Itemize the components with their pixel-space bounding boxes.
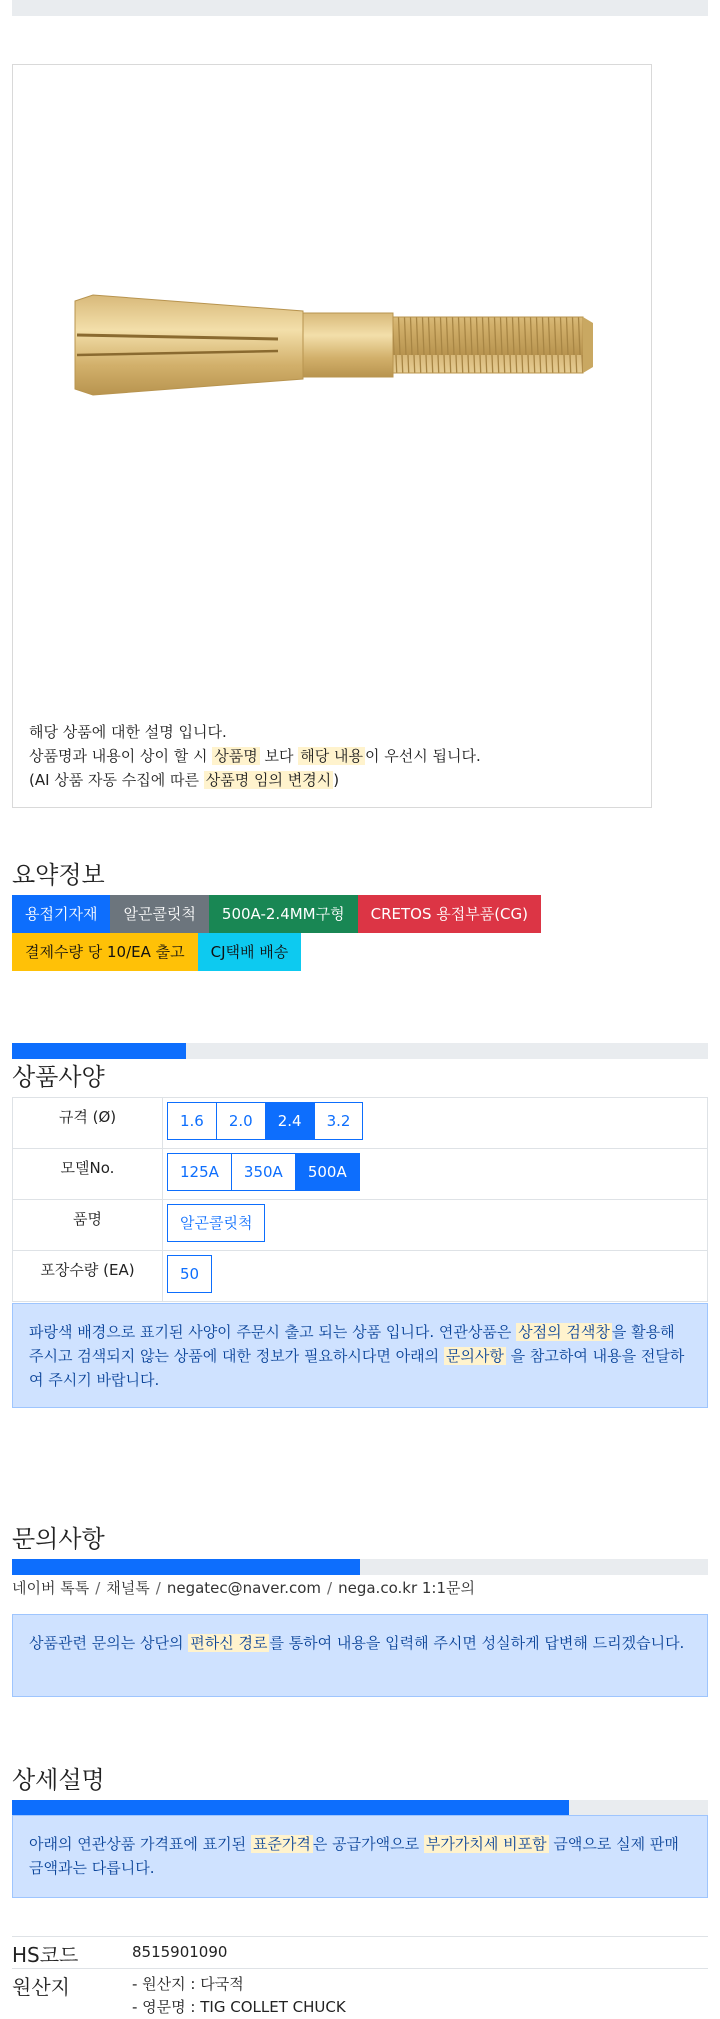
link-separator: / [155,1579,161,1597]
notice-text: 은 공급가액으로 [312,1835,424,1853]
inquiry-progress-fill [12,1559,360,1575]
origin-row [12,1968,708,2019]
spec-option-button[interactable]: 2.4 [265,1102,315,1140]
detail-title: 상세설명 [12,1766,105,1794]
highlight-store-search: 상점의 검색창 [518,1323,610,1341]
highlight-inquiry: 문의사항 [445,1347,504,1365]
tag-row-1 [12,895,708,933]
notice-text: 를 통하여 내용을 입력해 주시면 성실하게 답변해 드리겠습니다. [269,1634,685,1652]
notice-text: 금액으로 실제 판매금액과는 다릅니다. [29,1835,679,1877]
summary-tag: CJ택배 배송 [198,933,302,971]
spec-label: 규격 (Ø) [13,1098,163,1149]
desc-text: (AI 상품 자동 수집에 따른 [29,771,204,789]
link-separator: / [327,1579,333,1597]
product-image [53,255,613,435]
summary-tag: 500A-2.4MM구형 [209,895,358,933]
notice-text: 상품관련 문의는 상단의 [29,1634,189,1652]
highlight-name-change: 상품명 임의 변경시 [205,771,332,789]
spec-option-button[interactable]: 2.0 [216,1102,266,1140]
notice-text: 을 활용해 주시고 검색되지 않는 상품에 대한 정보가 필요하시다면 아래의 [29,1323,675,1365]
tag-row-2 [12,933,708,971]
summary-tag: 알곤콜릿척 [110,895,208,933]
spec-label: 품명 [13,1200,163,1251]
origin-country: - 원산지 : 다국적 [132,1975,244,1993]
contact-link[interactable]: 채널톡 [106,1579,150,1597]
desc-line-3 [29,768,481,792]
spec-option-button[interactable]: 3.2 [314,1102,364,1140]
spec-title: 상품사양 [12,1063,105,1091]
highlight-product-name: 상품명 [214,747,258,765]
inquiry-title: 문의사항 [12,1525,105,1553]
spec-row [13,1149,708,1200]
origin-label: 원산지 [12,1975,70,1999]
product-description [29,720,481,792]
spec-option-button[interactable]: 350A [231,1153,296,1191]
summary-tag: 결제수량 당 10/EA 출고 [12,933,198,971]
hs-code-label: HS코드 [12,1943,79,1967]
spec-row [13,1251,708,1302]
origin-english-name: - 영문명 : TIG COLLET CHUCK [132,1998,346,2016]
spec-options [163,1098,708,1149]
detail-notice [12,1815,708,1898]
desc-text: 상품명과 내용이 상이 할 시 [29,747,213,765]
spec-progress-bar [12,1043,708,1059]
contact-link[interactable]: 네이버 톡톡 [12,1579,90,1597]
spec-option-button[interactable]: 알곤콜릿척 [167,1204,265,1242]
detail-progress-bar [12,1800,708,1816]
notice-text: 아래의 연관상품 가격표에 표기된 [29,1835,251,1853]
desc-line-2 [29,744,481,768]
hs-code-row [12,1936,708,1968]
summary-title: 요약정보 [12,861,105,889]
contact-link[interactable]: negatec@naver.com [166,1579,322,1597]
contact-links [12,1577,475,1598]
inquiry-notice [12,1614,708,1697]
hs-code-value: 8515901090 [132,1943,228,1961]
spec-row [13,1098,708,1149]
product-image-card [12,64,652,808]
spec-option-button[interactable]: 50 [167,1255,212,1293]
spec-label: 모델No. [13,1149,163,1200]
highlight-content: 해당 내용 [300,747,363,765]
top-scroll-strip [12,0,708,16]
spec-notice [12,1303,708,1408]
highlight-vat-excluded: 부가가치세 비포함 [425,1835,547,1853]
desc-text: ) [333,771,340,789]
spec-table [12,1097,708,1302]
summary-tags [12,895,708,971]
highlight-convenient-route: 편하신 경로 [190,1634,268,1652]
notice-text: 파랑색 배경으로 표기된 사양이 주문시 출고 되는 상품 입니다. 연관상품은 [29,1323,517,1341]
spec-options [163,1149,708,1200]
spec-option-button[interactable]: 1.6 [167,1102,217,1140]
spec-label: 포장수량 (EA) [13,1251,163,1302]
inquiry-progress-bar [12,1559,708,1575]
spec-option-button[interactable]: 125A [167,1153,232,1191]
spec-options [163,1251,708,1302]
detail-progress-fill [12,1800,569,1816]
desc-text: 이 우선시 됩니다. [364,747,481,765]
highlight-standard-price: 표준가격 [252,1835,311,1853]
notice-text: 을 참고하여 내용을 전달하여 주시기 바랍니다. [29,1347,685,1389]
desc-text: 보다 [259,747,299,765]
spec-option-button[interactable]: 500A [295,1153,360,1191]
summary-tag: CRETOS 용접부품(CG) [358,895,541,933]
desc-line-1: 해당 상품에 대한 설명 입니다. [29,723,227,741]
origin-values [132,1973,346,2019]
link-separator: / [95,1579,101,1597]
summary-tag: 용접기자재 [12,895,110,933]
contact-link[interactable]: nega.co.kr 1:1문의 [338,1579,475,1597]
spec-row [13,1200,708,1251]
spec-options [163,1200,708,1251]
